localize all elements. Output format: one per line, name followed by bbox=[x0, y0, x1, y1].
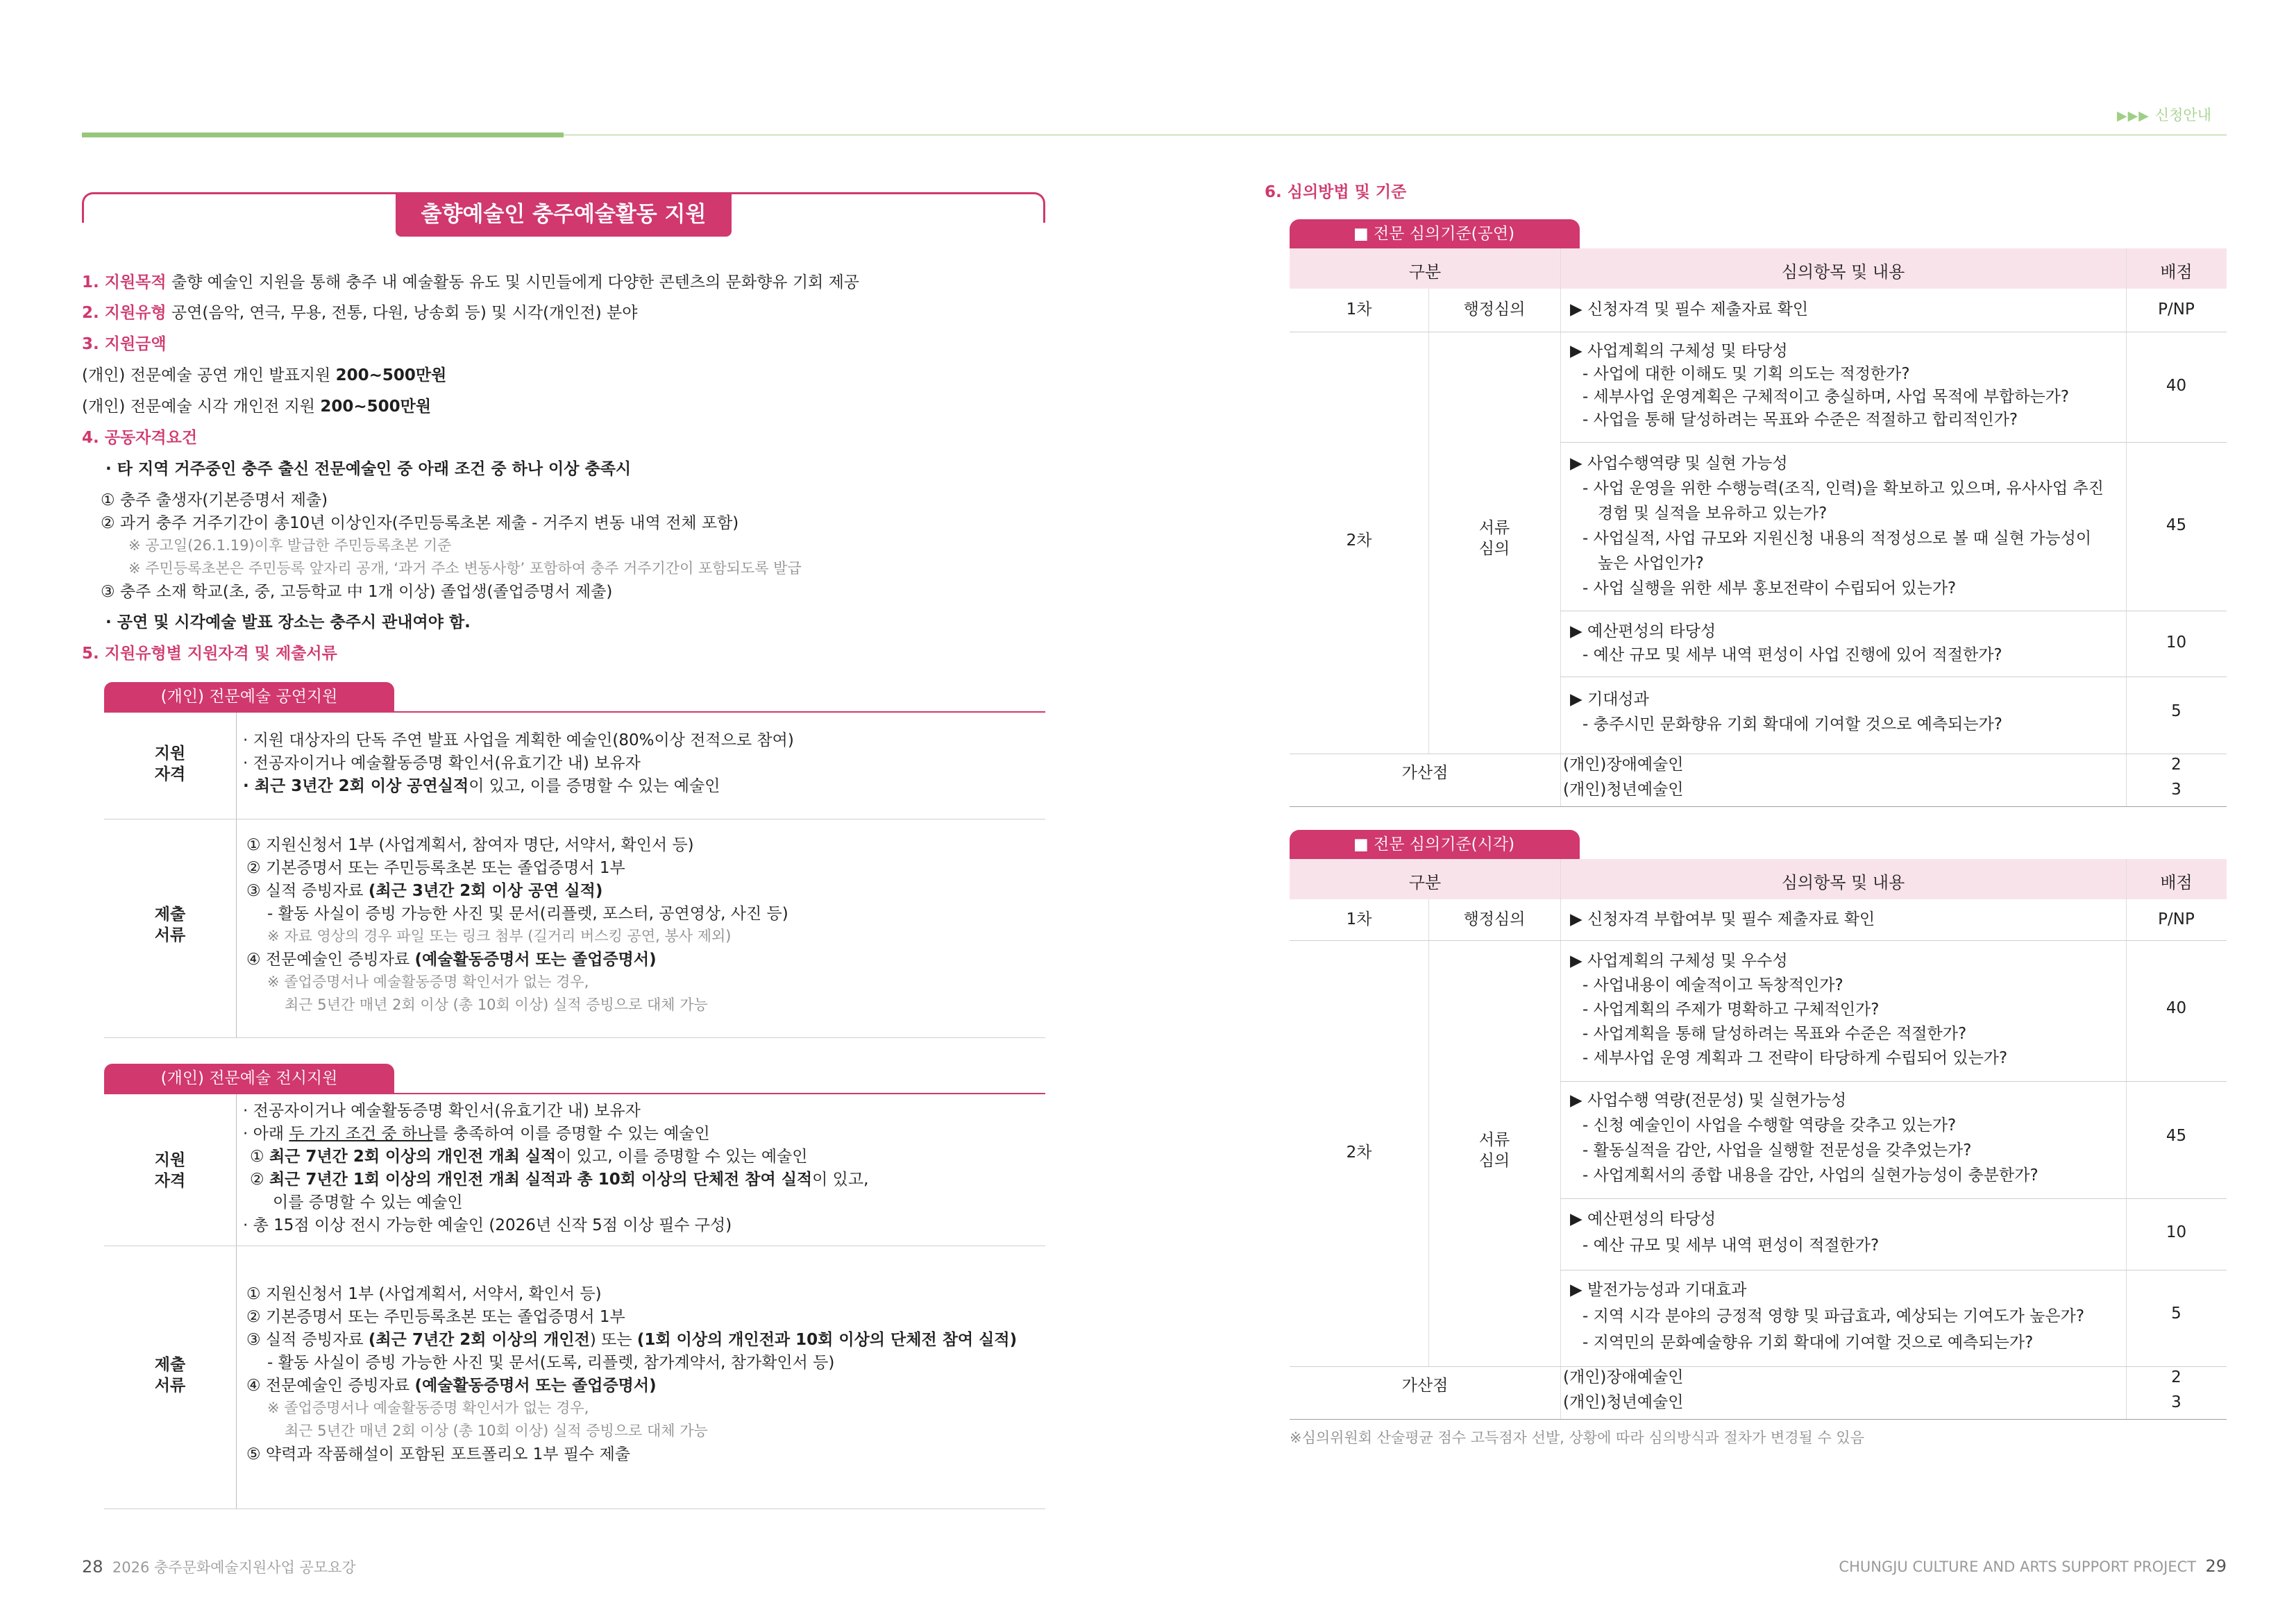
vis-rule-5 bbox=[1290, 1366, 2227, 1367]
exhib-qual-5: 이를 증명할 수 있는 예술인 bbox=[273, 1193, 463, 1212]
exhib-doc-3: ③ 실적 증빙자료 (최근 7년간 2회 이상의 개인전) 또는 (1회 이상의 개인전과 10회 이상의 단체전 참여 실적) bbox=[246, 1331, 1018, 1349]
section-4-item-1: ① 충주 출생자(기본증명서 제출) bbox=[101, 491, 328, 509]
vis-bonus-label: 가산점 bbox=[1401, 1377, 1449, 1395]
perf-doc-3: ③ 실적 증빙자료 (최근 3년간 2회 이상 공연 실적) bbox=[246, 882, 603, 900]
vis-block-1: ▶ 사업계획의 구체성 및 우수성 - 사업내용이 예술적이고 독창적인가? - 사업계획의 주제가 명확하고 구체적인가? - 사업계획을 통해 달성하려는 목표와 수준은 적절한가? - 세부사업 운영 계획과 그 전략이 타당하게 수립되어 있는가? bbox=[1570, 952, 2008, 1067]
vis-header-cat: 구분 bbox=[1408, 873, 1442, 892]
vis-bonus-scores: 2 3 bbox=[2171, 1368, 2181, 1411]
perf-block-4: ▶ 기대성과 - 충주시민 문화향유 기회 확대에 기여할 것으로 예측되는가? bbox=[1570, 690, 2002, 733]
exhib-doc-3a: - 활동 사실이 증빙 가능한 사진 및 문서(도록, 리플렛, 참가계약서, 참가확인서 등) bbox=[267, 1354, 835, 1372]
section-tag-label: 신청안내 bbox=[2154, 107, 2211, 124]
section-tag bbox=[2117, 104, 2211, 125]
section-2: 2. 지원유형 공연(음악, 연극, 무용, 전통, 다원, 낭송회 등) 및 시각(개인전) 분야 bbox=[82, 304, 638, 322]
perf-qual-line-3: · 최근 3년간 2회 이상 공연실적이 있고, 이를 증명할 수 있는 예술인 bbox=[243, 777, 720, 795]
criteria-footnote: ※심의위원회 산술평균 점수 고득점자 선발, 상황에 따라 심의방식과 절차가 변경될 수 있음 bbox=[1290, 1429, 1864, 1446]
section-6-label: 6. 심의방법 및 기준 bbox=[1265, 183, 1407, 201]
perf-doc-4b: 최근 5년간 매년 2회 이상 (총 10회 이상) 실적 증빙으로 대체 가능 bbox=[285, 996, 708, 1013]
header-rule-accent bbox=[82, 133, 564, 137]
perf-block-3-score: 10 bbox=[2166, 634, 2187, 652]
perf-block-1-score: 40 bbox=[2166, 377, 2187, 395]
exhib-doc-4a: ※ 졸업증명서나 예술활동증명 확인서가 없는 경우, bbox=[267, 1400, 589, 1416]
perf-criteria-tab: ■ 전문 심의기준(공연) bbox=[1290, 219, 1580, 248]
perf-rule-2 bbox=[1560, 442, 2227, 443]
section-4-item-3: ③ 충주 소재 학교(초, 중, 고등학교 中 1개 이상) 졸업생(졸업증명서 제출) bbox=[101, 583, 613, 601]
amount-line-2: (개인) 전문예술 시각 개인전 지원 200~500만원 bbox=[82, 398, 432, 416]
exhib-doc-5: ⑤ 약력과 작품해설이 포함된 포트폴리오 1부 필수 제출 bbox=[246, 1445, 631, 1463]
vis-bonus-items: (개인)장애예술인 (개인)청년예술인 bbox=[1563, 1368, 1684, 1411]
perf-doc-3b: ※ 자료 영상의 경우 파일 또는 링크 첨부 (길거리 버스킹 공연, 봉사 제외) bbox=[267, 928, 732, 944]
vis-r2-type: 서류 심의 bbox=[1478, 1131, 1510, 1170]
section-4-note-2: ※ 주민등록초본은 주민등록 앞자리 공개, ‘과거 주소 변동사항’ 포함하여 충주 거주기간이 포함되도록 발급 bbox=[128, 560, 802, 577]
exhib-docs-label: 제출 서류 bbox=[154, 1356, 186, 1395]
exhib-qual-1: · 전공자이거나 예술활동증명 확인서(유효기간 내) 보유자 bbox=[243, 1102, 641, 1120]
section-4-lead: · 타 지역 거주중인 충주 출신 전문예술인 중 아래 조건 중 하나 이상 충족시 bbox=[105, 460, 632, 478]
vis-r1-round: 1차 bbox=[1346, 910, 1372, 928]
section-3-label: 3. 지원금액 bbox=[82, 335, 167, 353]
vis-rule-2 bbox=[1560, 1081, 2227, 1082]
vis-vline-2 bbox=[1560, 859, 1561, 1419]
perf-doc-2: ② 기본증명서 또는 주민등록초본 또는 졸업증명서 1부 bbox=[246, 859, 625, 877]
vis-criteria-tab: ■ 전문 심의기준(시각) bbox=[1290, 830, 1580, 859]
perf-qual-label: 지원 자격 bbox=[154, 745, 186, 783]
footer-right-text: CHUNGJU CULTURE AND ARTS SUPPORT PROJECT bbox=[1839, 1558, 2197, 1575]
section-1: 1. 지원목적 출향 예술인 지원을 통해 충주 내 예술활동 유도 및 시민들에게 다양한 콘텐츠의 문화향유 기회 제공 bbox=[82, 273, 860, 291]
exhib-qual-3: ① 최근 7년간 2회 이상의 개인전 개최 실적이 있고, 이를 증명할 수 있는 예술인 bbox=[250, 1148, 808, 1166]
perf-r1-item: ▶ 신청자격 및 필수 제출자료 확인 bbox=[1570, 300, 1809, 318]
exhib-doc-4b: 최근 5년간 매년 2회 이상 (총 10회 이상) 실적 증빙으로 대체 가능 bbox=[285, 1422, 708, 1439]
perf-table-topline bbox=[104, 711, 1045, 713]
vis-block-3-score: 10 bbox=[2166, 1223, 2187, 1241]
perf-header-cat: 구분 bbox=[1408, 262, 1442, 282]
perf-bonus-label: 가산점 bbox=[1401, 764, 1449, 782]
footer-left-text: 2026 충주문화예술지원사업 공모요강 bbox=[112, 1559, 356, 1576]
perf-doc-4: ④ 전문예술인 증빙자료 (예술활동증명서 또는 졸업증명서) bbox=[246, 951, 657, 969]
page-title: 출향예술인 충주예술활동 지원 bbox=[396, 192, 732, 237]
perf-doc-1: ① 지원신청서 1부 (사업계획서, 참여자 명단, 서약서, 확인서 등) bbox=[246, 836, 694, 854]
perf-header-score: 배점 bbox=[2160, 262, 2193, 282]
section-5-label: 5. 지원유형별 지원자격 및 제출서류 bbox=[82, 645, 337, 663]
page-number-left: 28 bbox=[82, 1557, 103, 1577]
perf-r2-round: 2차 bbox=[1346, 532, 1372, 550]
perf-r1-round: 1차 bbox=[1346, 300, 1372, 318]
vis-block-4: ▶ 발전가능성과 기대효과 - 지역 시각 분야의 긍정적 영향 및 파급효과, 예상되는 기여도가 높은가? - 지역민의 문화예술향유 기회 확대에 기여할 것으로 예측되는가? bbox=[1570, 1281, 2085, 1352]
vis-block-2: ▶ 사업수행 역량(전문성) 및 실현가능성 - 신청 예술인이 사업을 수행할 역량을 갖추고 있는가? - 활동실적을 감안, 사업을 실행할 전문성을 갖추었는가? - 사업계획서의 종합 내용을 감안, 사업의 실현가능성이 충분한가? bbox=[1570, 1091, 2038, 1184]
section-4-tail: · 공연 및 시각예술 발표 장소는 충주시 관내여야 함. bbox=[105, 613, 471, 631]
perf-qual-line-2: · 전공자이거나 예술활동증명 확인서(유효기간 내) 보유자 bbox=[243, 754, 641, 772]
exhib-qual-4: ② 최근 7년간 1회 이상의 개인전 개최 실적과 총 10회 이상의 단체전 참여 실적이 있고, bbox=[250, 1171, 869, 1189]
vis-block-2-score: 45 bbox=[2166, 1127, 2187, 1145]
exhib-doc-2: ② 기본증명서 또는 주민등록초본 또는 졸업증명서 1부 bbox=[246, 1308, 625, 1326]
exhib-support-tab: (개인) 전문예술 전시지원 bbox=[104, 1064, 394, 1093]
perf-bonus-items: (개인)장애예술인 (개인)청년예술인 bbox=[1563, 756, 1684, 799]
vis-rule-3 bbox=[1560, 1198, 2227, 1199]
perf-docs-label: 제출 서류 bbox=[154, 906, 186, 944]
perf-block-2-score: 45 bbox=[2166, 516, 2187, 534]
vis-r1-item: ▶ 신청자격 부합여부 및 필수 제출자료 확인 bbox=[1570, 910, 1875, 928]
perf-block-1: ▶ 사업계획의 구체성 및 타당성 - 사업에 대한 이해도 및 기획 의도는 적정한가? - 세부사업 운영계획은 구체적이고 충실하며, 사업 목적에 부합하는가? - 사업을 통해 달성하려는 목표와 수준은 적절하고 합리적인가? bbox=[1570, 342, 2070, 429]
perf-bonus-scores: 2 3 bbox=[2171, 756, 2181, 799]
exhib-qual-label: 지원 자격 bbox=[154, 1151, 186, 1190]
perf-block-4-score: 5 bbox=[2171, 702, 2181, 720]
vis-header-item: 심의항목 및 내용 bbox=[1781, 873, 1905, 892]
section-4-label: 4. 공동자격요건 bbox=[82, 429, 198, 447]
vis-rule-1 bbox=[1290, 940, 2227, 941]
perf-doc-3a: - 활동 사실이 증빙 가능한 사진 및 문서(리플렛, 포스터, 공연영상, 사진 등) bbox=[267, 905, 788, 923]
exhib-doc-1: ① 지원신청서 1부 (사업계획서, 서약서, 확인서 등) bbox=[246, 1285, 602, 1303]
perf-r2-type: 서류 심의 bbox=[1478, 519, 1510, 558]
section-4-note-1: ※ 공고일(26.1.19)이후 발급한 주민등록초본 기준 bbox=[128, 537, 452, 554]
perf-r1-type: 행정심의 bbox=[1463, 300, 1526, 318]
vis-rule-bottom bbox=[1290, 1419, 2227, 1420]
vis-header-score: 배점 bbox=[2160, 873, 2193, 892]
perf-support-tab: (개인) 전문예술 공연지원 bbox=[104, 682, 394, 711]
exhib-doc-4: ④ 전문예술인 증빙자료 (예술활동증명서 또는 졸업증명서) bbox=[246, 1377, 657, 1395]
perf-header-item: 심의항목 및 내용 bbox=[1781, 262, 1905, 282]
perf-table-bottom bbox=[104, 1037, 1045, 1038]
vis-rule-4 bbox=[1560, 1270, 2227, 1271]
vis-r1-score: P/NP bbox=[2158, 910, 2195, 928]
amount-line-1: (개인) 전문예술 공연 개인 발표지원 200~500만원 bbox=[82, 366, 447, 384]
exhib-qual-6: · 총 15점 이상 전시 가능한 예술인 (2026년 신작 5점 이상 필수 구성) bbox=[243, 1216, 732, 1234]
footer-left bbox=[82, 1556, 356, 1577]
perf-rule-bottom bbox=[1290, 806, 2227, 807]
vis-block-3: ▶ 예산편성의 타당성 - 예산 규모 및 세부 내역 편성이 적절한가? bbox=[1570, 1210, 1880, 1255]
exhib-qual-2: · 아래 두 가지 조건 중 하나를 충족하여 이를 증명할 수 있는 예술인 bbox=[243, 1125, 710, 1143]
perf-block-2: ▶ 사업수행역량 및 실현 가능성 - 사업 운영을 위한 수행능력(조직, 인력)을 확보하고 있으며, 유사사업 추진 경험 및 실적을 보유하고 있는가? - 사업실적, 사업 규모와 지원신청 내용의 적정성으로 볼 때 실현 가능성이 높은 사업인가? - 사업 실행을 위한 세부 홍보전략이 수립되어 있는가? bbox=[1570, 454, 2104, 597]
exhib-table-topline bbox=[104, 1093, 1045, 1094]
page-number-right: 29 bbox=[2205, 1556, 2227, 1576]
perf-table-divider bbox=[236, 713, 237, 1037]
perf-r1-score: P/NP bbox=[2158, 300, 2195, 318]
perf-qual-line-1: · 지원 대상자의 단독 주연 발표 사업을 계획한 예술인(80%이상 전적으로 참여) bbox=[243, 731, 794, 749]
exhib-table-divider bbox=[236, 1094, 237, 1509]
triple-arrow-icon: ▶▶▶ bbox=[2117, 108, 2150, 124]
perf-doc-4a: ※ 졸업증명서나 예술활동증명 확인서가 없는 경우, bbox=[267, 974, 589, 990]
vis-block-1-score: 40 bbox=[2166, 999, 2187, 1017]
perf-block-3: ▶ 예산편성의 타당성 - 예산 규모 및 세부 내역 편성이 사업 진행에 있어 적절한가? bbox=[1570, 622, 2002, 664]
section-4-item-2: ② 과거 충주 거주기간이 총10년 이상인자(주민등록초본 제출 - 거주지 변동 내역 전체 포함) bbox=[101, 514, 739, 532]
vis-block-4-score: 5 bbox=[2171, 1305, 2181, 1323]
vis-r2-round: 2차 bbox=[1346, 1144, 1372, 1162]
vis-r1-type: 행정심의 bbox=[1463, 910, 1526, 928]
footer-right bbox=[1839, 1556, 2227, 1576]
